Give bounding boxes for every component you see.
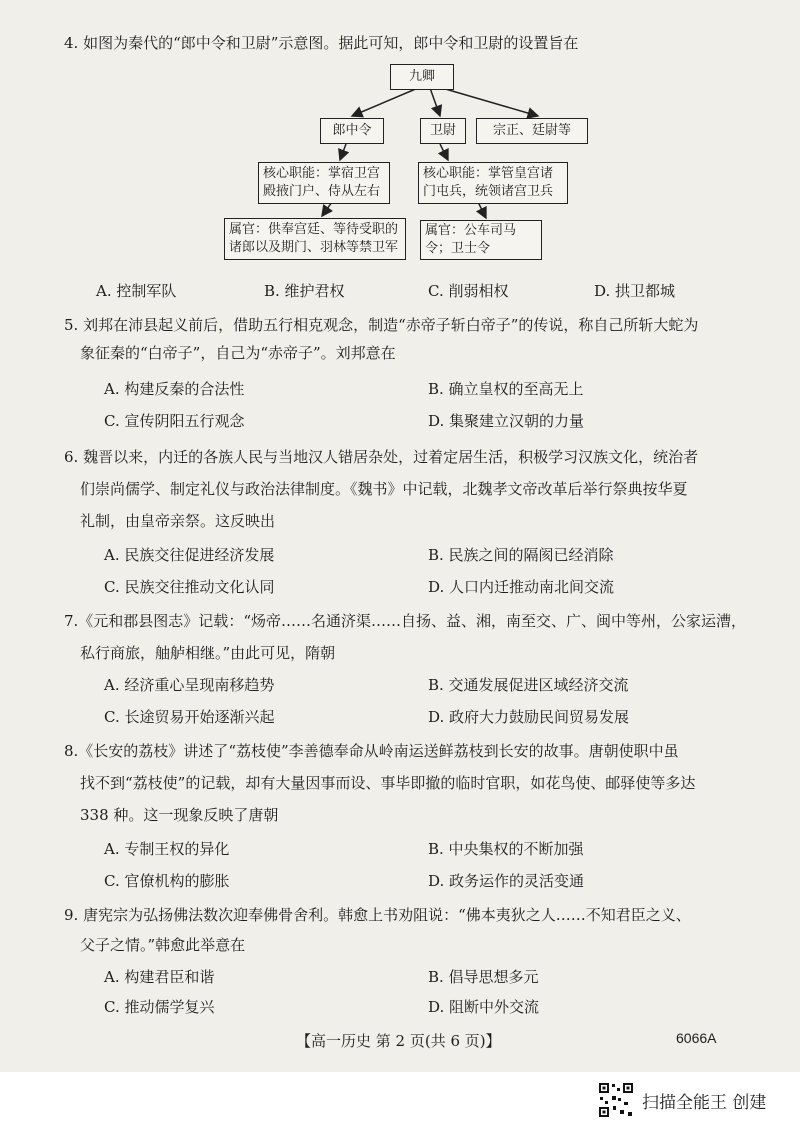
- q6-stem-line1: 6. 魏晋以来，内迁的各族人民与当地汉人错居杂处，过着定居生活，积极学习汉族文化，统治者: [64, 448, 699, 466]
- q7-option-d: D. 政府大力鼓励民间贸易发展: [428, 708, 630, 726]
- q8-option-b: B. 中央集权的不断加强: [428, 840, 584, 858]
- q5-option-b: B. 确立皇权的至高无上: [428, 380, 584, 398]
- box-left-duty: 核心职能：掌宿卫宫殿掖门户、侍从左右: [258, 162, 390, 204]
- q5-stem-line1: 5. 刘邦在沛县起义前后，借助五行相克观念，制造“赤帝子斩白帝子”的传说，称自己所斩大蛇为: [64, 316, 699, 334]
- q8-stem-line2: 找不到“荔枝使”的记载，却有大量因事而设、事毕即撤的临时官职，如花鸟使、邮驿使等多达: [80, 774, 696, 792]
- page-footer: 【高一历史 第 2 页(共 6 页)】: [296, 1032, 501, 1050]
- q6-option-c: C. 民族交往推动文化认同: [104, 578, 275, 596]
- q5-option-c: C. 宣传阴阳五行观念: [104, 412, 245, 430]
- q9-option-c: C. 推动儒学复兴: [104, 998, 215, 1016]
- q7-option-c: C. 长途贸易开始逐渐兴起: [104, 708, 275, 726]
- box-left-sub: 属官：供奉宫廷、等待受职的诸郎以及期门、羽林等禁卫军: [224, 218, 406, 260]
- box-mid-sub: 属官：公车司马令；卫士令: [420, 220, 542, 260]
- q4-option-d: D. 拱卫都城: [594, 282, 676, 300]
- qr-code-icon: [598, 1082, 634, 1118]
- q5-stem-line2: 象征秦的“白帝子”，自己为“赤帝子”。刘邦意在: [80, 344, 396, 362]
- q8-stem-line1: 8.《长安的荔枝》讲述了“荔枝使”李善德奉命从岭南运送鲜荔枝到长安的故事。唐朝使职中虽: [64, 742, 679, 760]
- exam-code: 6066A: [676, 1030, 717, 1046]
- box-jiuqing: 九卿: [390, 64, 454, 90]
- q6-stem-line2: 们崇尚儒学、制定礼仪与政治法律制度。《魏书》中记载，北魏孝文帝改革后举行祭典按华夏: [80, 480, 688, 498]
- box-mid-duty: 核心职能：掌管皇宫诸门屯兵，统领诸宫卫兵: [418, 162, 568, 204]
- q7-stem-line2: 私行商旅，舳舻相继。”由此可见，隋朝: [80, 644, 336, 662]
- q8-option-c: C. 官僚机构的膨胀: [104, 872, 230, 890]
- q6-option-a: A. 民族交往促进经济发展: [104, 546, 275, 564]
- q9-stem-line2: 父子之情。”韩愈此举意在: [80, 936, 246, 954]
- q9-stem-line1: 9. 唐宪宗为弘扬佛法数次迎奉佛骨舍利。韩愈上书劝阻说：“佛本夷狄之人……不知君臣之义、: [64, 906, 691, 924]
- q5-option-a: A. 构建反秦的合法性: [104, 380, 245, 398]
- q6-option-b: B. 民族之间的隔阂已经消除: [428, 546, 614, 564]
- q8-option-d: D. 政务运作的灵活变通: [428, 872, 585, 890]
- box-weiwei: 卫尉: [420, 118, 466, 144]
- q7-option-b: B. 交通发展促进区域经济交流: [428, 676, 629, 694]
- q4-option-a: A. 控制军队: [96, 282, 177, 300]
- q8-option-a: A. 专制王权的异化: [104, 840, 230, 858]
- q9-option-d: D. 阻断中外交流: [428, 998, 540, 1016]
- q9-option-a: A. 构建君臣和谐: [104, 968, 215, 986]
- q4-option-b: B. 维护君权: [264, 282, 345, 300]
- watermark-text: 扫描全能王 创建: [642, 1093, 767, 1113]
- q8-stem-line3: 338 种。这一现象反映了唐朝: [80, 806, 279, 824]
- q4-stem: 4. 如图为秦代的“郎中令和卫尉”示意图。据此可知，郎中令和卫尉的设置旨在: [64, 34, 579, 52]
- box-zongzheng: 宗正、廷尉等: [476, 118, 588, 144]
- q5-option-d: D. 集聚建立汉朝的力量: [428, 412, 585, 430]
- q4-diagram: [0, 0, 800, 280]
- box-langzhongling: 郎中令: [320, 118, 384, 144]
- q6-option-d: D. 人口内迁推动南北间交流: [428, 578, 615, 596]
- q4-option-c: C. 削弱相权: [428, 282, 509, 300]
- q7-stem-line1: 7.《元和郡县图志》记载：“炀帝……名通济渠……自扬、益、湘，南至交、广、闽中等州，公家运漕，: [64, 612, 746, 630]
- q9-option-b: B. 倡导思想多元: [428, 968, 539, 986]
- q6-stem-line3: 礼制，由皇帝亲祭。这反映出: [80, 512, 276, 530]
- q7-option-a: A. 经济重心呈现南移趋势: [104, 676, 275, 694]
